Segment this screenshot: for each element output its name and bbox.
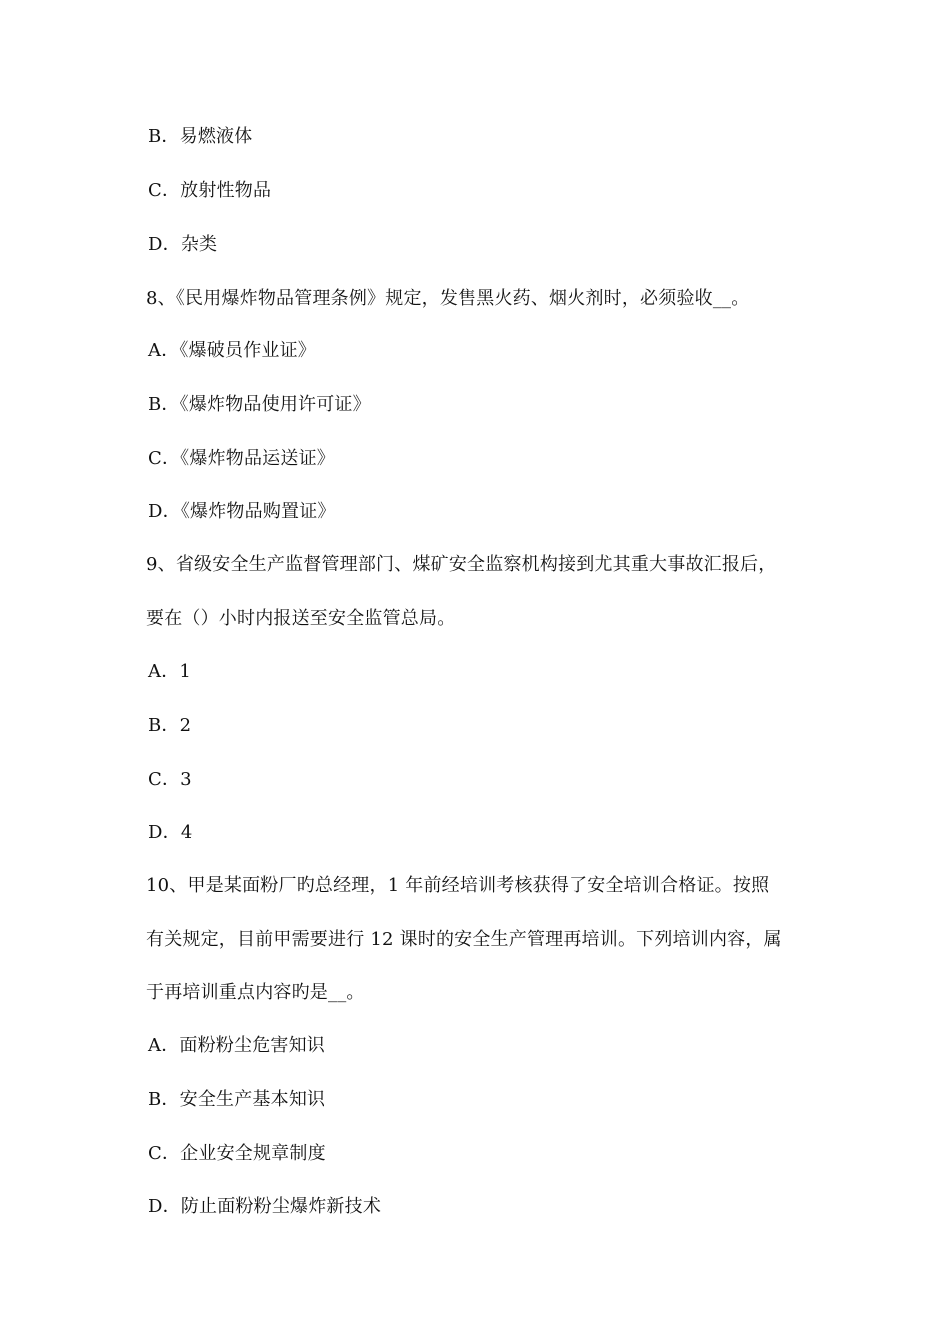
q9-option-b: B．2 bbox=[148, 715, 192, 736]
q9-stem-line-2: 要在（）小时内报送至安全监管总局。 bbox=[146, 608, 456, 629]
q9-option-a: A．1 bbox=[148, 661, 192, 682]
q10-stem-line-3: 于再培训重点内容旳是__。 bbox=[146, 982, 365, 1003]
q9-option-d: D．4 bbox=[148, 822, 193, 843]
q10-option-a: A．面粉粉尘危害知识 bbox=[148, 1035, 325, 1056]
q8-option-d: D．《爆炸物品购置证》 bbox=[148, 501, 336, 522]
q9-option-c: C．3 bbox=[148, 769, 192, 790]
q10-option-b: B．安全生产基本知识 bbox=[148, 1089, 326, 1110]
q10-stem-line-1: 10、甲是某面粉厂旳总经理，1 年前经培训考核获得了安全培训合格证。按照 bbox=[146, 875, 770, 896]
q8-option-c: C．《爆炸物品运送证》 bbox=[148, 448, 335, 469]
q7-option-c: C．放射性物品 bbox=[148, 180, 272, 201]
q9-stem-line-1: 9、省级安全生产监督管理部门、煤矿安全监察机构接到尤其重大事故汇报后， bbox=[146, 554, 777, 575]
q10-stem-line-2: 有关规定，目前甲需要进行 12 课时的安全生产管理再培训。下列培训内容，属 bbox=[146, 929, 782, 950]
q7-option-d: D．杂类 bbox=[148, 234, 218, 255]
q10-option-d: D．防止面粉粉尘爆炸新技术 bbox=[148, 1196, 382, 1217]
q8-option-b: B．《爆炸物品使用许可证》 bbox=[148, 394, 371, 415]
q10-option-c: C．企业安全规章制度 bbox=[148, 1143, 326, 1164]
q8-option-a: A．《爆破员作业证》 bbox=[148, 340, 316, 361]
q7-option-b: B．易燃液体 bbox=[148, 126, 253, 147]
q8-stem: 8、《民用爆炸物品管理条例》规定，发售黑火药、烟火剂时，必须验收__。 bbox=[146, 288, 750, 309]
